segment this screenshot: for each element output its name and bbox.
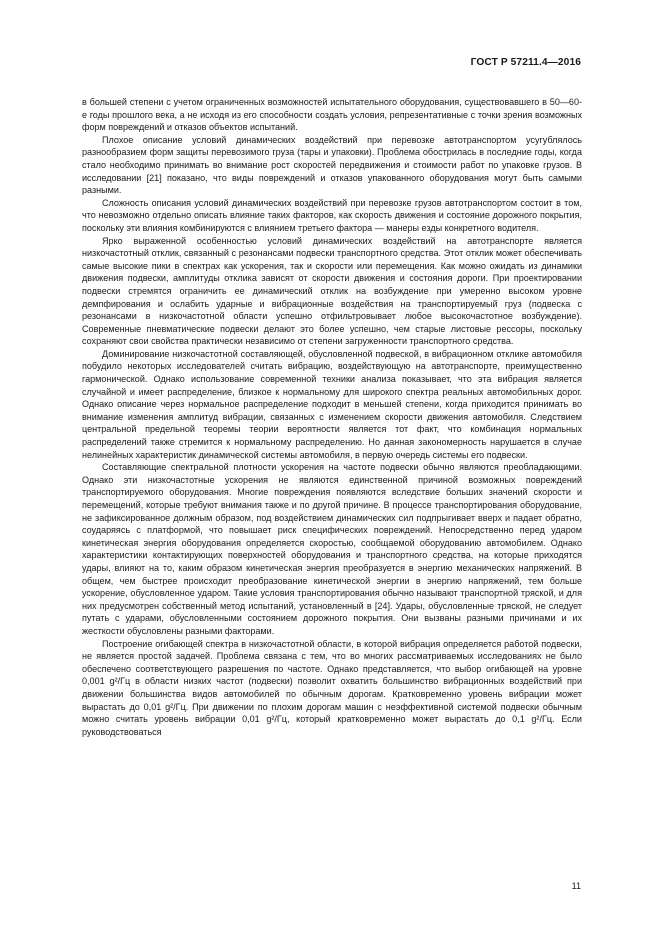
paragraph: Составляющие спектральной плотности ускорения на частоте подвески обычно являются преобладающими. Однако эти низкочастотные ускорения не являются единственной причиной возможных повреждений транспортируемого оборудования. Многие повреждения появляются вследствие больших значений скорости и перемещений, которые требуют внимания также и по другой причине. В процессе транспортирования оборудование, не зафиксированное должным образом, под воздействием динамических сил подпрыгивает вверх и падает обратно, соударяясь с платформой, что повышает риск специфических повреждений. Непосредственно перед ударом кинетическая энергия оборудования определяется скоростью, сообщаемой оборудованию автомобилем. Однако характеристики контактирующих поверхностей оборудования и транспортного средства, на которые приходятся удары, влияют на то, каким образом кинетическая энергия преобразуется в энергию механических напряжений. В общем, чем быстрее происходит преобразование кинетической энергии в энергию напряжений, тем больше ускорение, обусловленное ударом. Такие условия транспортирования обычно называют транспортной тряской, и для них предусмотрен собственный метод испытаний, установленный в [24]. Удары, обусловленные тряской, не следует путать с ударами, обусловленными состоянием дорожного покрытия. Они вызваны разными причинами и их жесткости обусловлены разными факторами. — [82, 462, 582, 636]
paragraph: Ярко выраженной особенностью условий динамических воздействий на автотранспорте является низкочастотный отклик, связанный с резонансами подвески транспортного средства. Этот отклик может обеспечивать самые высокие пики в спектрах как ускорения, так и скорости или перемещения. Как можно ожидать из динамики движения подвески, амплитуды отклика зависят от скорости движения и состояния дороги. При проектировании подвески стремятся ограничить ее динамический отклик на возбуждение при умеренно высоком уровне демпфирования и ослабить ударные и вибрационные воздействия на транспортируемый груз (подвеска с резонансами в низкочастотной области успешно отфильтровывает любое высокочастотное возбуждение). Современные пневматические подвески делают это более успешно, чем старые листовые рессоры, поскольку сохраняют свои свойства практически независимо от степени загруженности транспортного средства. — [82, 235, 582, 347]
paragraph: Доминирование низкочастотной составляющей, обусловленной подвеской, в вибрационном отклике автомобиля побудило некоторых исследователей считать вибрацию, воздействующую на автотранспорте, преимущественно гармонической. Однако использование современной техники анализа показывает, что эта вибрация является случайной и имеет распределение, близкое к нормальному для широкого спектра реальных автомобильных дорог. Однако описание через нормальное распределение подходит в меньшей степени, когда приходится принимать во внимание изменения амплитуд вибрации, связанных с изменением скорости движения автомобиля. Следствием центральной предельной теоремы теории вероятности является тот факт, что комбинация нормальных распределений также стремится к нормальному распределению. Но данная закономерность нарушается в случае нелинейных характеристик динамической системы автомобиля, в первую очередь системы его подвески. — [82, 348, 582, 460]
paragraph: Плохое описание условий динамических воздействий при перевозке автотранспортом усугублялось разнообразием форм защиты перевозимого груза (тары и упаковки). Проблема обострилась в последние годы, когда стало необходимо принимать во внимание рост скоростей передвижения и стоимости работ по упаковке грузов. В исследовании [21] показано, что виды повреждений и отказов упакованного оборудования могут быть самыми разными. — [82, 134, 582, 196]
body-text — [82, 96, 582, 738]
page-number: 11 — [571, 881, 581, 891]
document-header: ГОСТ Р 57211.4—2016 — [470, 57, 581, 68]
paragraph: Сложность описания условий динамических воздействий при перевозке грузов автотранспортом состоит в том, что невозможно отдельно описать влияние таких факторов, как скорость движения и состояние дорожного покрытия, поскольку эти влияния комбинируются с влиянием третьего фактора — манеры езды конкретного водителя. — [82, 197, 582, 233]
paragraph: Построение огибающей спектра в низкочастотной области, в которой вибрация определяется работой подвески, не является простой задачей. Проблема связана с тем, что во многих рассматриваемых исследованиях не было обеспечено соответствующего разрешения по частоте. Однако представляется, что выбор огибающей на уровне 0,001 g²/Гц в области низких частот (подвески) позволит охватить большинство вибрационных воздействий при движении большинства видов автомобилей по обычным дорогам. Кратковременно уровень вибрации может вырастать до 0,01 g²/Гц. При движении по плохим дорогам машин с неэффективной системой подвески обычным можно считать уровень вибрации 0,01 g²/Гц, который кратковременно может вырастать до 0,1 g²/Гц. Если руководствоваться — [82, 638, 582, 737]
paragraph-continuation: в большей степени с учетом ограниченных возможностей испытательного оборудования, существовавшего в 50—60-е годы прошлого века, а не исходя из его способности создать условия, репрезентативные с точки зрения возможных форм повреждений и отказов объектов испытаний. — [82, 97, 582, 133]
